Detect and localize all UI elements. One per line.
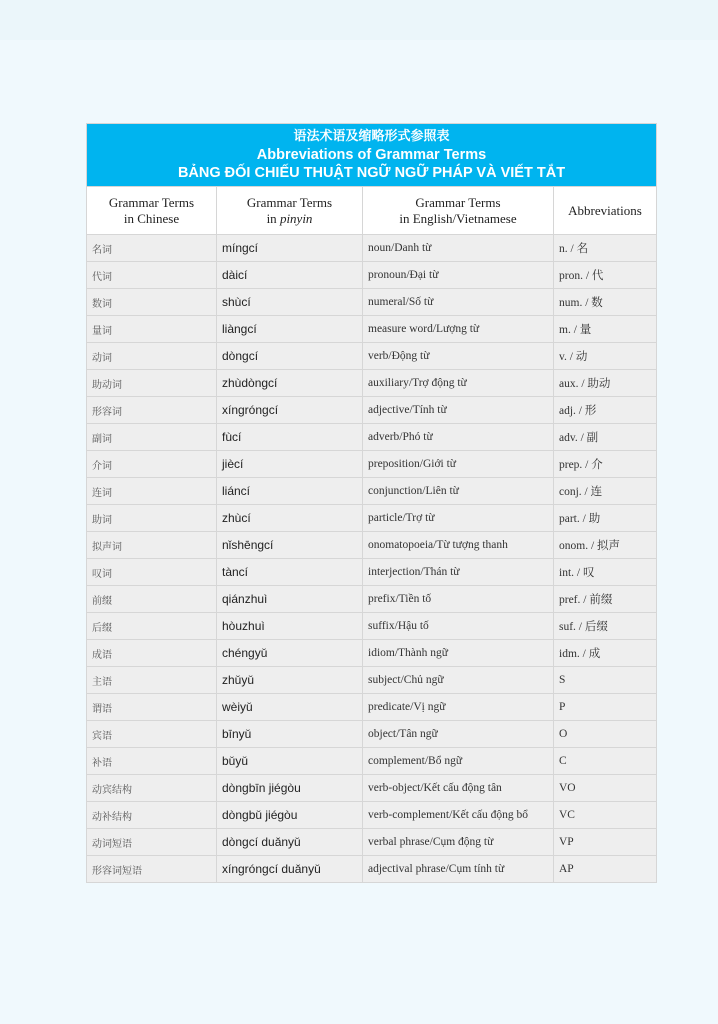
abbreviation-cell: pron. / 代 — [554, 262, 657, 289]
term-pinyin-cell: liáncí — [217, 478, 363, 505]
term-chinese-cell: 动补结构 — [87, 802, 217, 829]
term-english-vietnamese-cell: auxiliary/Trợ động từ — [363, 370, 554, 397]
term-english-vietnamese-cell: verb-complement/Kết cấu động bổ — [363, 802, 554, 829]
term-chinese-cell: 数词 — [87, 289, 217, 316]
header-pinyin-line2-italic: pinyin — [279, 210, 313, 226]
table-row — [87, 262, 657, 289]
term-pinyin-cell: dòngbǔ jiégòu — [217, 802, 363, 829]
abbreviation-cell: part. / 助 — [554, 505, 657, 532]
table-row — [87, 640, 657, 667]
abbreviation-cell: int. / 叹 — [554, 559, 657, 586]
term-english-vietnamese-cell: particle/Trợ từ — [363, 505, 554, 532]
term-english-vietnamese-cell: prefix/Tiền tố — [363, 586, 554, 613]
abbreviation-cell: P — [554, 694, 657, 721]
term-pinyin-cell: hòuzhuì — [217, 613, 363, 640]
term-pinyin-cell: nǐshēngcí — [217, 532, 363, 559]
term-chinese-cell: 动词 — [87, 343, 217, 370]
term-chinese-cell: 形容词短语 — [87, 856, 217, 883]
term-pinyin-cell: qiánzhuì — [217, 586, 363, 613]
term-chinese-cell: 成语 — [87, 640, 217, 667]
term-english-vietnamese-cell: complement/Bổ ngữ — [363, 748, 554, 775]
table-row — [87, 667, 657, 694]
table-row — [87, 343, 657, 370]
header-chinese-line1: Grammar Terms — [108, 194, 195, 210]
term-chinese-cell: 名词 — [87, 235, 217, 262]
term-pinyin-cell: jiècí — [217, 451, 363, 478]
term-chinese-cell: 介词 — [87, 451, 217, 478]
term-pinyin-cell: míngcí — [217, 235, 363, 262]
table-row — [87, 397, 657, 424]
term-pinyin-cell: zhǔyǔ — [217, 667, 363, 694]
term-chinese-cell: 动词短语 — [87, 829, 217, 856]
term-chinese-cell: 连词 — [87, 478, 217, 505]
term-english-vietnamese-cell: verb-object/Kết cấu động tân — [363, 775, 554, 802]
table-row — [87, 694, 657, 721]
table-body — [87, 235, 657, 883]
abbreviation-cell: VC — [554, 802, 657, 829]
table-row — [87, 370, 657, 397]
header-pinyin-line1: Grammar Terms — [246, 194, 333, 210]
term-chinese-cell: 形容词 — [87, 397, 217, 424]
term-english-vietnamese-cell: preposition/Giới từ — [363, 451, 554, 478]
table-row — [87, 424, 657, 451]
term-chinese-cell: 补语 — [87, 748, 217, 775]
term-chinese-cell: 副词 — [87, 424, 217, 451]
abbreviation-cell: conj. / 连 — [554, 478, 657, 505]
term-english-vietnamese-cell: noun/Danh từ — [363, 235, 554, 262]
term-pinyin-cell: zhùcí — [217, 505, 363, 532]
term-english-vietnamese-cell: verb/Động từ — [363, 343, 554, 370]
abbreviation-cell: aux. / 助动 — [554, 370, 657, 397]
abbreviation-cell: AP — [554, 856, 657, 883]
term-pinyin-cell: dàicí — [217, 262, 363, 289]
abbreviation-cell: VO — [554, 775, 657, 802]
header-env-line2: in English/Vietnamese — [399, 210, 517, 226]
abbreviation-cell: num. / 数 — [554, 289, 657, 316]
abbreviation-cell: S — [554, 667, 657, 694]
page-top-band — [0, 0, 718, 40]
table-row — [87, 289, 657, 316]
table-row — [87, 721, 657, 748]
table-row — [87, 613, 657, 640]
table-row — [87, 856, 657, 883]
abbreviation-cell: C — [554, 748, 657, 775]
abbreviation-cell: pref. / 前缀 — [554, 586, 657, 613]
term-english-vietnamese-cell: numeral/Số từ — [363, 289, 554, 316]
term-pinyin-cell: dòngbīn jiégòu — [217, 775, 363, 802]
term-english-vietnamese-cell: suffix/Hậu tố — [363, 613, 554, 640]
table-title — [87, 124, 657, 187]
table-row — [87, 478, 657, 505]
abbreviation-cell: VP — [554, 829, 657, 856]
term-chinese-cell: 后缀 — [87, 613, 217, 640]
term-pinyin-cell: fùcí — [217, 424, 363, 451]
table-row — [87, 586, 657, 613]
term-chinese-cell: 前缀 — [87, 586, 217, 613]
term-chinese-cell: 拟声词 — [87, 532, 217, 559]
term-chinese-cell: 助动词 — [87, 370, 217, 397]
table-row — [87, 829, 657, 856]
header-abbreviations — [554, 187, 657, 235]
table-row — [87, 775, 657, 802]
abbreviation-cell: onom. / 拟声 — [554, 532, 657, 559]
header-abbreviations-label: Abbreviations — [568, 202, 642, 218]
header-row — [87, 187, 657, 235]
abbreviation-cell: idm. / 成 — [554, 640, 657, 667]
header-pinyin-line2-prefix: in — [266, 210, 280, 226]
term-pinyin-cell: dòngcí — [217, 343, 363, 370]
abbreviation-cell: m. / 量 — [554, 316, 657, 343]
term-chinese-cell: 代词 — [87, 262, 217, 289]
term-pinyin-cell: shùcí — [217, 289, 363, 316]
term-pinyin-cell: xíngróngcí duǎnyǔ — [217, 856, 363, 883]
abbreviation-cell: adv. / 副 — [554, 424, 657, 451]
abbreviation-cell: v. / 动 — [554, 343, 657, 370]
term-chinese-cell: 主语 — [87, 667, 217, 694]
header-pinyin-terms — [217, 187, 363, 235]
term-english-vietnamese-cell: adjectival phrase/Cụm tính từ — [363, 856, 554, 883]
abbreviation-cell: O — [554, 721, 657, 748]
header-english-vietnamese-terms — [363, 187, 554, 235]
grammar-terms-table — [86, 123, 657, 883]
term-chinese-cell: 动宾结构 — [87, 775, 217, 802]
term-english-vietnamese-cell: predicate/Vị ngữ — [363, 694, 554, 721]
term-pinyin-cell: wèiyǔ — [217, 694, 363, 721]
term-pinyin-cell: chéngyǔ — [217, 640, 363, 667]
term-chinese-cell: 助词 — [87, 505, 217, 532]
header-chinese-terms — [87, 187, 217, 235]
table-row — [87, 451, 657, 478]
title-english: Abbreviations of Grammar Terms — [256, 147, 487, 163]
term-pinyin-cell: zhùdòngcí — [217, 370, 363, 397]
abbreviation-cell: n. / 名 — [554, 235, 657, 262]
term-english-vietnamese-cell: interjection/Thán từ — [363, 559, 554, 586]
term-english-vietnamese-cell: idiom/Thành ngữ — [363, 640, 554, 667]
term-chinese-cell: 叹词 — [87, 559, 217, 586]
title-row — [87, 124, 657, 187]
term-english-vietnamese-cell: conjunction/Liên từ — [363, 478, 554, 505]
table-row — [87, 748, 657, 775]
term-chinese-cell: 量词 — [87, 316, 217, 343]
table-row — [87, 505, 657, 532]
title-chinese: 语法术语及缩略形式参照表 — [293, 129, 450, 144]
header-env-line1: Grammar Terms — [415, 194, 501, 210]
term-pinyin-cell: tàncí — [217, 559, 363, 586]
term-pinyin-cell: xíngróngcí — [217, 397, 363, 424]
term-english-vietnamese-cell: verbal phrase/Cụm động từ — [363, 829, 554, 856]
abbreviation-cell: prep. / 介 — [554, 451, 657, 478]
term-pinyin-cell: bǔyǔ — [217, 748, 363, 775]
term-pinyin-cell: bīnyǔ — [217, 721, 363, 748]
term-english-vietnamese-cell: adjective/Tính từ — [363, 397, 554, 424]
abbreviation-cell: adj. / 形 — [554, 397, 657, 424]
table-row — [87, 316, 657, 343]
table-row — [87, 559, 657, 586]
term-english-vietnamese-cell: object/Tân ngữ — [363, 721, 554, 748]
abbreviation-cell: suf. / 后缀 — [554, 613, 657, 640]
term-english-vietnamese-cell: onomatopoeia/Từ tượng thanh — [363, 532, 554, 559]
term-chinese-cell: 宾语 — [87, 721, 217, 748]
table-row — [87, 532, 657, 559]
term-pinyin-cell: dòngcí duǎnyǔ — [217, 829, 363, 856]
header-chinese-line2: in Chinese — [123, 210, 180, 226]
term-chinese-cell: 谓语 — [87, 694, 217, 721]
title-vietnamese: BẢNG ĐỐI CHIẾU THUẬT NGỮ NGỮ PHÁP VÀ VIẾT TẮT — [177, 165, 566, 181]
term-english-vietnamese-cell: pronoun/Đại từ — [363, 262, 554, 289]
term-english-vietnamese-cell: measure word/Lượng từ — [363, 316, 554, 343]
term-english-vietnamese-cell: subject/Chủ ngữ — [363, 667, 554, 694]
term-english-vietnamese-cell: adverb/Phó từ — [363, 424, 554, 451]
grammar-terms-table-container — [86, 123, 656, 883]
table-row — [87, 802, 657, 829]
term-pinyin-cell: liàngcí — [217, 316, 363, 343]
table-row — [87, 235, 657, 262]
